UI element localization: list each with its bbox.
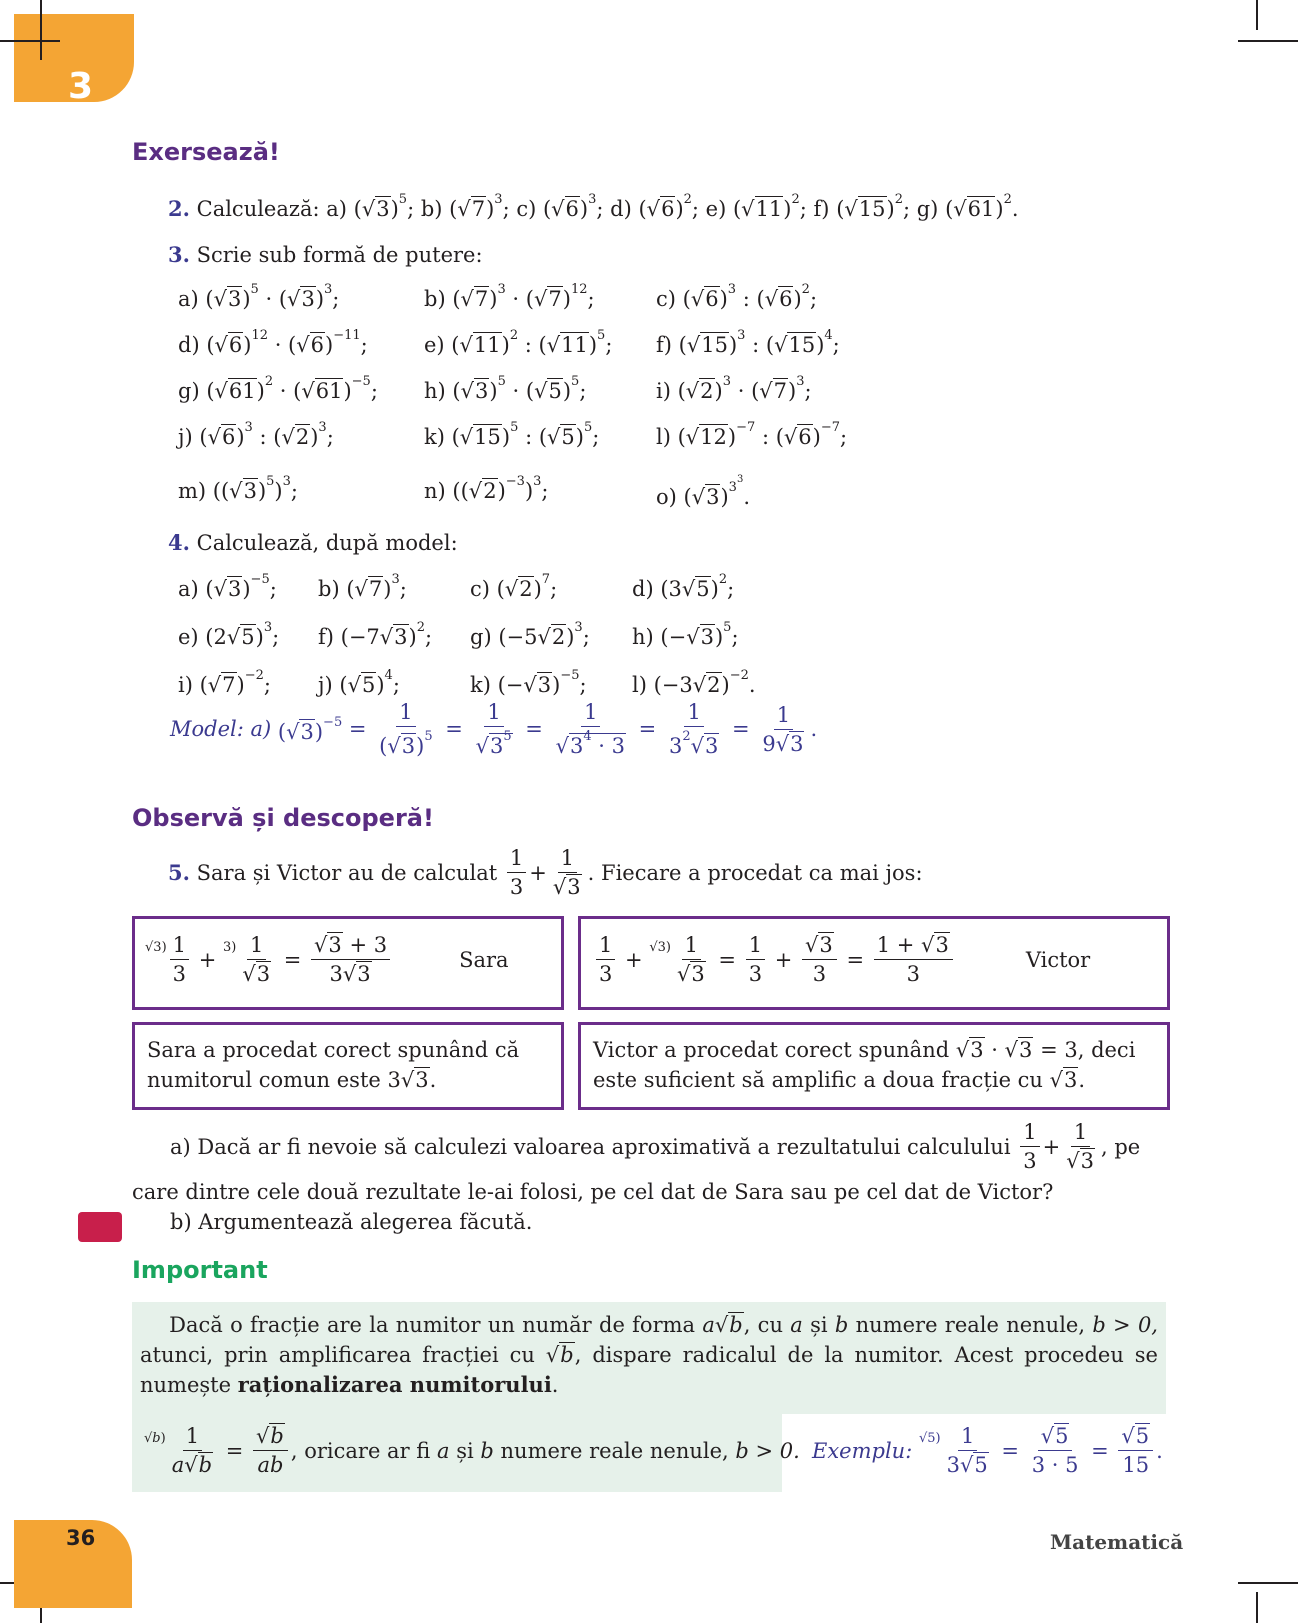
exercise-3-item: k) $(√15)^5$ : $(√5)^5$; <box>424 420 600 449</box>
radical-power: $(√3)^{-5}$ <box>205 572 270 601</box>
exercise-4-item: b) $(√7)^3$; <box>318 572 407 601</box>
sara-solution-box: √3) $\frac{1}{3}$ + 3) $\frac{1}{√3}$ = $\frac{√3 + 3}{3√3}$ Sara <box>132 916 564 1010</box>
radical-power: $(√2)^7$ <box>496 572 551 601</box>
radical-power: $(√3)^5$ <box>353 192 408 221</box>
exercise-4-item: d) $(3√5)^2$; <box>632 572 735 601</box>
radical-power: $(√6)^3$ <box>682 282 737 311</box>
radical-power: $(√61)^2$ <box>206 374 274 403</box>
radical-power: $(√3)^5$ <box>220 474 275 503</box>
radical-power: $(√2)^3$ <box>273 420 327 449</box>
exercise-2-item: g) $(√61)^2$. <box>910 192 1019 221</box>
radical-power: $(√3)^5$ <box>205 282 259 311</box>
radical-power: $(√2)^3$ <box>677 374 732 403</box>
radical-power: $(-7√3)^2$ <box>340 620 426 649</box>
exercise-number: 5. <box>168 860 190 885</box>
radical-power: $(√5)^4$ <box>339 668 393 697</box>
exercise-3-item: l) $(√12)^{-7}$ : $(√6)^{-7}$; <box>656 420 848 449</box>
radical-power: $(√15)^2$ <box>836 192 903 221</box>
important-title: Important <box>132 1256 268 1284</box>
radical-power: $(√6)^2$ <box>756 282 810 311</box>
important-formula: √b) $\frac{1}{a√b}$ = $\frac{√b}{ab}$ , oricare ar fi a și b numere reale nenule, b > 0. <box>132 1414 782 1492</box>
radical-power: $(√12)^{-7}$ <box>677 420 756 449</box>
radical-power: $(-√3)^{-5}$ <box>497 668 580 697</box>
crop-mark <box>1238 1582 1298 1584</box>
exercise-tail: . Fiecare a procedat ca mai jos: <box>587 860 923 885</box>
exercise-4-item: e) $(2√5)^3$; <box>178 620 280 649</box>
exercise-5-header: 5. Sara și Victor au de calculat $\frac{1}{3}$ + $\frac{1}{√3}$ . Fiecare a procedat ca mai jos: <box>168 846 923 899</box>
exercise-lead: Sara și Victor au de calculat <box>196 860 498 885</box>
fraction-one-over-root3: $\frac{1}{√3}$ <box>552 846 581 899</box>
crop-mark <box>1238 40 1298 42</box>
exercise-4-item: i) $(√7)^{-2}$; <box>178 668 271 697</box>
radical-power: $(-5√2)^3$ <box>498 620 583 649</box>
exercise-4-item: c) $(√2)^7$; <box>470 572 558 601</box>
exercise-2-items <box>326 192 1019 221</box>
victor-solution-box: $\frac{1}{3}$ + √3) $\frac{1}{√3}$ = $\frac{1}{3}$ + $\frac{√3}{3}$ = $\frac{1 + √3}{3}$ Victor <box>578 916 1170 1010</box>
radical-power: $(√11)^5$ <box>538 328 606 357</box>
radical-power: $(√61)^{-5}$ <box>293 374 371 403</box>
exercise-2-item: b) $(√7)^3$; <box>414 192 510 221</box>
question-a-continued: care dintre cele două rezultate le-ai folosi, pe cel dat de Sara sau pe cel dat de Victor? <box>132 1180 1054 1204</box>
radical-power: $(√2)^{-3}$ <box>460 474 525 503</box>
radical-power: $(√5)^5$ <box>538 420 593 449</box>
victor-name: Victor <box>1025 947 1091 972</box>
exercise-4-header <box>168 530 458 555</box>
radical-power: $(√7)^3$ <box>449 192 503 221</box>
exercise-4-item: l) $(-3√2)^{-2}$. <box>632 668 756 697</box>
exercise-3-nested-item: n) $((√2)^{-3})^3$; <box>424 474 549 503</box>
exercise-4-item: k) $(-√3)^{-5}$; <box>470 668 587 697</box>
section-title-observa: Observă și descoperă! <box>132 804 434 832</box>
exercise-2-item: a) $(√3)^5$; <box>326 192 415 221</box>
radical-power: $(√6)^{-7}$ <box>775 420 841 449</box>
model-fraction-2: $\frac{1}{√3^5}$ <box>475 700 512 758</box>
exercise-3-item: d) $(√6)^{12} \cdot (√6)^{-11}$; <box>178 328 368 357</box>
radical-power: $(√15)^5$ <box>451 420 519 449</box>
exercise-3-header <box>168 242 483 267</box>
exercise-3-item: b) $(√7)^3 \cdot (√7)^{12}$; <box>424 282 595 311</box>
fraction-one-third: $\frac{1}{3}$ <box>507 846 526 899</box>
exercise-4-item: f) $(-7√3)^2$; <box>318 620 433 649</box>
radical-power: $(√7)^{12}$ <box>525 282 588 311</box>
exercise-3-item: i) $(√2)^3 \cdot (√7)^3$; <box>656 374 812 403</box>
exercise-3-item: g) $(√61)^2 \cdot (√61)^{-5}$; <box>178 374 378 403</box>
exercise-2 <box>168 192 1019 221</box>
important-icon <box>78 1212 122 1242</box>
radical-power: $(-3√2)^{-2}$ <box>653 668 749 697</box>
exercise-4-item: g) $(-5√2)^3$; <box>470 620 590 649</box>
subject-name: Matematică <box>1050 1530 1184 1554</box>
radical-power: $(√15)^4$ <box>765 328 833 357</box>
sara-name: Sara <box>459 947 509 972</box>
crop-mark <box>1256 0 1258 30</box>
exercise-3-item: f) $(√15)^3$ : $(√15)^4$; <box>656 328 840 357</box>
question-b: b) Argumentează alegerea făcută. <box>170 1210 533 1234</box>
exercise-3-item: h) $(√3)^5 \cdot (√5)^5$; <box>424 374 587 403</box>
chapter-number: 3 <box>68 66 94 107</box>
radical-power: $(√3)^3$ <box>683 480 737 509</box>
exercise-3-item: j) $(√6)^3$ : $(√2)^3$; <box>178 420 334 449</box>
important-example: Exemplu: √5) $\frac{1}{3√5}$ = $\frac{√5}{3 \cdot 5}$ = $\frac{√5}{15}$ . <box>812 1424 1163 1477</box>
radical-power: $(√3)^3$ <box>278 282 333 311</box>
exercise-3-item: e) $(√11)^2$ : $(√11)^5$; <box>424 328 613 357</box>
exercise-3-item: a) $(√3)^5 \cdot (√3)^3$; <box>178 282 340 311</box>
section-title-exerseaza: Exersează! <box>132 138 280 166</box>
radical-power: $(√6)^3$ <box>199 420 253 449</box>
exercise-number: 4. <box>168 530 190 555</box>
radical-power: $(√7)^{-2}$ <box>199 668 264 697</box>
crop-mark <box>1256 1592 1258 1623</box>
model-fraction-5: $\frac{1}{9√3}$ <box>762 702 804 756</box>
crop-mark <box>40 0 42 60</box>
model-line: Model: a) $(√3)^{-5}$ = $\frac{1}{(√3)^5}$ = $\frac{1}{√3^5}$ = $\frac{1}{√3^4 \cdot 3}$ = $\frac{1}{3^2√3}$ = $\frac{1}{9√3}$ . <box>170 700 818 758</box>
exercise-3-nested-item: m) $((√3)^5)^3$; <box>178 474 298 503</box>
radical-power: $(√3)^5$ <box>452 374 506 403</box>
exercise-2-item: e) $(√11)^2$; <box>699 192 807 221</box>
exercise-number: 3. <box>168 242 190 267</box>
page-number: 36 <box>66 1526 96 1550</box>
radical-power: $(√7)^3$ <box>346 572 400 601</box>
exercise-2-item: c) $(√6)^3$; <box>509 192 604 221</box>
radical-power: $(√7)^3$ <box>751 374 805 403</box>
question-a: a) Dacă ar fi nevoie să calculezi valoarea aproximativă a rezultatului calculului $\frac{1}{3}$ + $\frac{1}{√3}$ , pe <box>170 1120 1141 1173</box>
victor-explanation-box: Victor a procedat corect spunând √3 · √3 = 3, deci este suficient să amplific a doua fracție cu √3. <box>578 1022 1170 1110</box>
exercise-2-item: d) $(√6)^2$; <box>603 192 699 221</box>
crop-mark <box>0 40 60 42</box>
radical-power: $(√6)^{-11}$ <box>288 328 361 357</box>
rationalization-term: raționalizarea numitorului <box>237 1372 552 1397</box>
radical-power: $(√5)^5$ <box>525 374 580 403</box>
radical-power: $(√6)^3$ <box>542 192 597 221</box>
exercise-3-nested-item: o) $(√3)^{33}$. <box>656 474 751 509</box>
radical-power: $(√6)^{12}$ <box>206 328 269 357</box>
exercise-4-item: h) $(-√3)^5$; <box>632 620 739 649</box>
exercise-3-item: c) $(√6)^3$ : $(√6)^2$; <box>656 282 818 311</box>
radical-power: $(√61)^2$ <box>945 192 1012 221</box>
exercise-lead: Calculează, după model: <box>196 531 458 555</box>
exercise-number: 2. <box>168 196 190 221</box>
radical-power: $(√6)^2$ <box>638 192 692 221</box>
exercise-lead: Scrie sub formă de putere: <box>196 243 483 267</box>
exercise-lead: Calculează: <box>196 197 320 221</box>
model-fraction-1: $\frac{1}{(√3)^5}$ <box>379 700 433 758</box>
radical-power: $(√11)^2$ <box>451 328 519 357</box>
example-label: Exemplu: <box>812 1438 913 1463</box>
radical-power: $(2√5)^3$ <box>205 620 273 649</box>
model-lhs: $(√3)^{-5}$ <box>277 714 343 744</box>
radical-power: $(√11)^2$ <box>732 192 800 221</box>
model-label: Model: a) <box>170 717 272 741</box>
radical-power: $(3√5)^2$ <box>660 572 728 601</box>
radical-power: $(-√3)^5$ <box>660 620 732 649</box>
important-box: Dacă o fracție are la numitor un număr de forma a√b, cu a și b numere reale nenule, b > 0, atunci, prin amplificarea fracției cu √b, dispare radicalul de la numitor. Acest procedeu se numește raționalizarea numitorului. <box>132 1302 1166 1414</box>
model-fraction-3: $\frac{1}{√3^4 \cdot 3}$ <box>555 700 625 758</box>
radical-power: $(√7)^3$ <box>452 282 506 311</box>
radical-power: $(√15)^3$ <box>678 328 746 357</box>
exercise-4-item: j) $(√5)^4$; <box>318 668 400 697</box>
exercise-4-item: a) $(√3)^{-5}$; <box>178 572 277 601</box>
model-fraction-4: $\frac{1}{3^2√3}$ <box>668 700 719 758</box>
sara-explanation-box: Sara a procedat corect spunând că numitorul comun este 3√3. <box>132 1022 564 1110</box>
exercise-2-item: f) $(√15)^2$; <box>806 192 911 221</box>
